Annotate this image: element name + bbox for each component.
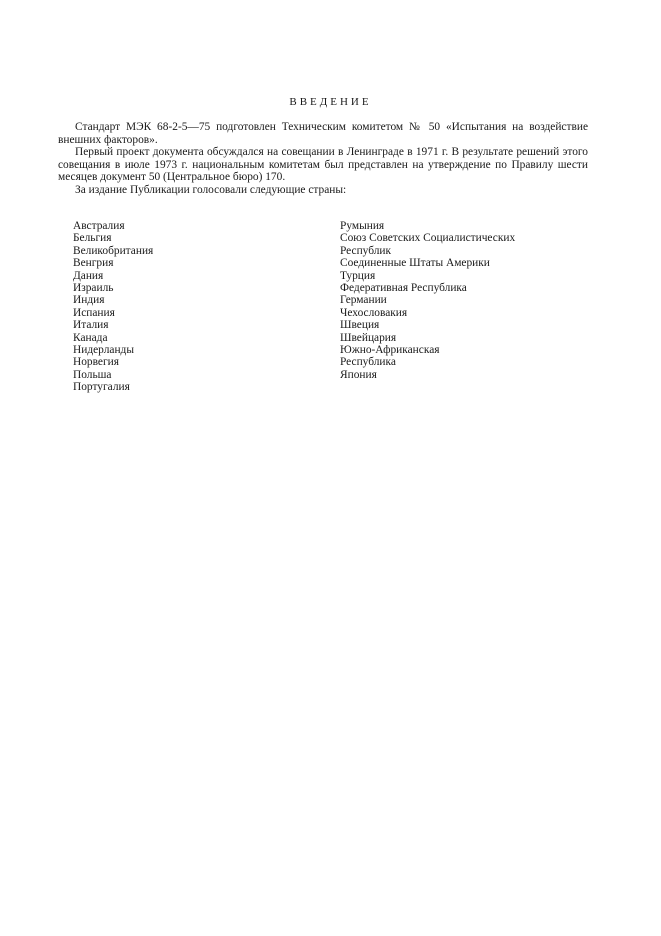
list-item: Дания: [73, 269, 104, 282]
list-item: Япония: [340, 368, 377, 381]
paragraph-draft-history: Первый проект документа обсуждался на совещании в Ленинграде в 1971 г. В результате решений этого совещания в июле 1973 г. национальным комитетам был представлен на утверждение по Правилу шести месяцев документ 50 (Центральное бюро) 170.: [58, 146, 588, 184]
countries-list-left: [73, 220, 273, 394]
list-item: Федеративная Республика: [340, 282, 467, 295]
list-item: Нидерланды: [73, 344, 135, 357]
intro-text: [58, 121, 588, 197]
list-item: Канада: [73, 331, 108, 344]
list-item: Южно-Африканская: [340, 344, 440, 357]
countries-list-right: [340, 220, 600, 381]
paragraph-standard: Стандарт МЭК 68-2-5—75 подготовлен Техническим комитетом № 50 «Испытания на воздействие внешних факторов».: [58, 121, 588, 146]
list-item: Израиль: [73, 282, 114, 295]
list-item: Швейцария: [340, 331, 397, 344]
list-item: Республика: [340, 356, 396, 369]
list-item: Испания: [73, 306, 115, 319]
list-item: Германии: [340, 294, 387, 307]
list-item: Румыния: [340, 220, 385, 232]
list-item: Великобритания: [73, 244, 154, 257]
list-item: Португалия: [73, 381, 130, 394]
list-item: Бельгия: [73, 232, 112, 245]
list-item: Индия: [73, 294, 105, 307]
list-item: Чехословакия: [340, 306, 408, 319]
page-title: ВВЕДЕНИЕ: [289, 96, 372, 108]
list-item: Союз Советских Социалистических: [340, 232, 516, 245]
list-item: Соединенные Штаты Америки: [340, 257, 490, 270]
list-item: Австралия: [73, 220, 125, 232]
list-item: Норвегия: [73, 356, 119, 369]
list-item: Италия: [73, 319, 109, 332]
list-item: Венгрия: [73, 257, 114, 270]
list-item: Польша: [73, 368, 112, 381]
paragraph-voting-intro: За издание Публикации голосовали следующие страны:: [75, 183, 347, 196]
list-item: Швеция: [340, 319, 380, 332]
list-item: Турция: [340, 269, 376, 282]
list-item: Республик: [340, 244, 392, 257]
